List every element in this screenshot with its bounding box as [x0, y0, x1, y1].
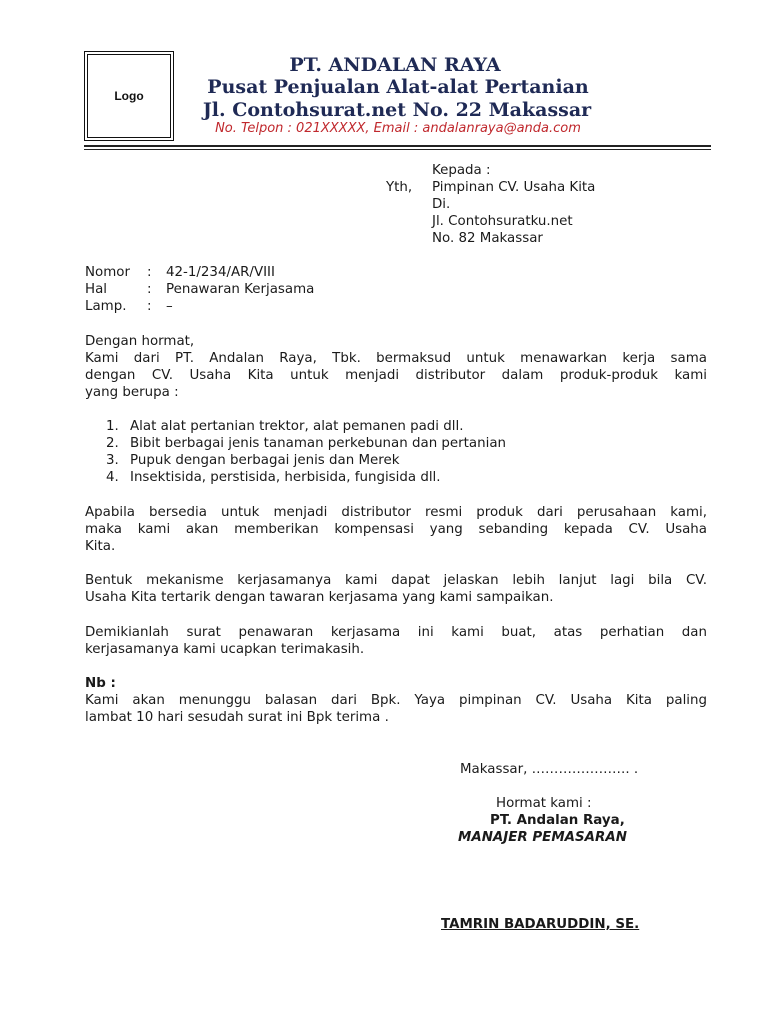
nomor-label: Nomor	[85, 265, 130, 280]
intro-line: yang berupa :	[85, 385, 179, 400]
recipient-kepada: Kepada :	[432, 163, 491, 178]
closing-company: PT. Andalan Raya,	[490, 813, 625, 828]
lamp-label: Lamp.	[85, 299, 127, 314]
company-tagline: Pusat Penjualan Alat-alat Pertanian	[207, 76, 589, 98]
place-date: Makassar, …………………. .	[460, 762, 639, 777]
hal-sep: :	[147, 282, 152, 297]
nb-label: Nb :	[85, 676, 116, 691]
recipient-line3: Jl. Contohsuratku.net	[432, 214, 573, 229]
lamp-value: –	[166, 299, 173, 314]
letterhead-rule-thin	[84, 149, 711, 150]
intro-paragraph	[85, 350, 707, 401]
logo-text: Logo	[114, 89, 144, 103]
list-item-num: 2.	[106, 436, 119, 451]
offer-line: Apabila bersedia untuk menjadi distributor resmi produk dari perusahaan kami,	[85, 505, 707, 520]
closing-paragraph	[85, 624, 707, 658]
recipient-line4: No. 82 Makassar	[432, 231, 543, 246]
intro-line: dengan CV. Usaha Kita untuk menjadi distributor dalam produk-produk kami	[85, 368, 707, 383]
nb-line: Kami akan menunggu balasan dari Bpk. Yaya pimpinan CV. Usaha Kita paling	[85, 693, 707, 708]
company-contact: No. Telpon : 021XXXXX, Email : andalanraya@anda.com	[215, 121, 581, 136]
list-item: Alat alat pertanian trektor, alat pemanen padi dll.	[130, 419, 464, 434]
list-item-num: 1.	[106, 419, 119, 434]
nomor-value: 42-1/234/AR/VIII	[166, 265, 275, 280]
recipient-line1: Pimpinan CV. Usaha Kita	[432, 180, 596, 195]
regards: Hormat kami :	[496, 796, 592, 811]
letterhead-rule-thick	[84, 145, 711, 147]
nb-line: lambat 10 hari sesudah surat ini Bpk terima .	[85, 710, 389, 725]
intro-line: Kami dari PT. Andalan Raya, Tbk. bermaksud untuk menawarkan kerja sama	[85, 351, 707, 366]
recipient-yth: Yth,	[386, 180, 413, 195]
greeting: Dengan hormat,	[85, 334, 195, 349]
logo-box	[84, 51, 174, 141]
nomor-sep: :	[147, 265, 152, 280]
closing-position: MANAJER PEMASARAN	[458, 830, 627, 845]
hal-value: Penawaran Kerjasama	[166, 282, 315, 297]
mechanism-line: Usaha Kita tertarik dengan tawaran kerjasama yang kami sampaikan.	[85, 590, 554, 605]
offer-line: maka kami akan memberikan kompensasi yang sebanding kepada CV. Usaha	[85, 522, 707, 537]
nb-paragraph	[85, 692, 707, 726]
list-item-num: 4.	[106, 470, 119, 485]
list-item: Insektisida, perstisida, herbisida, fungisida dll.	[130, 470, 441, 485]
offer-paragraph	[85, 504, 707, 555]
recipient-line2: Di.	[432, 197, 451, 212]
list-item: Pupuk dengan berbagai jenis dan Merek	[130, 453, 400, 468]
closing-line: kerjasamanya kami ucapkan terimakasih.	[85, 642, 365, 657]
list-item-num: 3.	[106, 453, 119, 468]
mechanism-paragraph	[85, 572, 707, 606]
lamp-sep: :	[147, 299, 152, 314]
signer-name: TAMRIN BADARUDDIN, SE.	[441, 917, 640, 932]
mechanism-line: Bentuk mekanisme kerjasamanya kami dapat jelaskan lebih lanjut lagi bila CV.	[85, 573, 707, 588]
hal-label: Hal	[85, 282, 107, 297]
list-item: Bibit berbagai jenis tanaman perkebunan dan pertanian	[130, 436, 507, 451]
company-name: PT. ANDALAN RAYA	[289, 54, 501, 76]
company-address: Jl. Contohsurat.net No. 22 Makassar	[202, 99, 592, 121]
closing-line: Demikianlah surat penawaran kerjasama ini kami buat, atas perhatian dan	[85, 625, 707, 640]
offer-line: Kita.	[85, 539, 116, 554]
